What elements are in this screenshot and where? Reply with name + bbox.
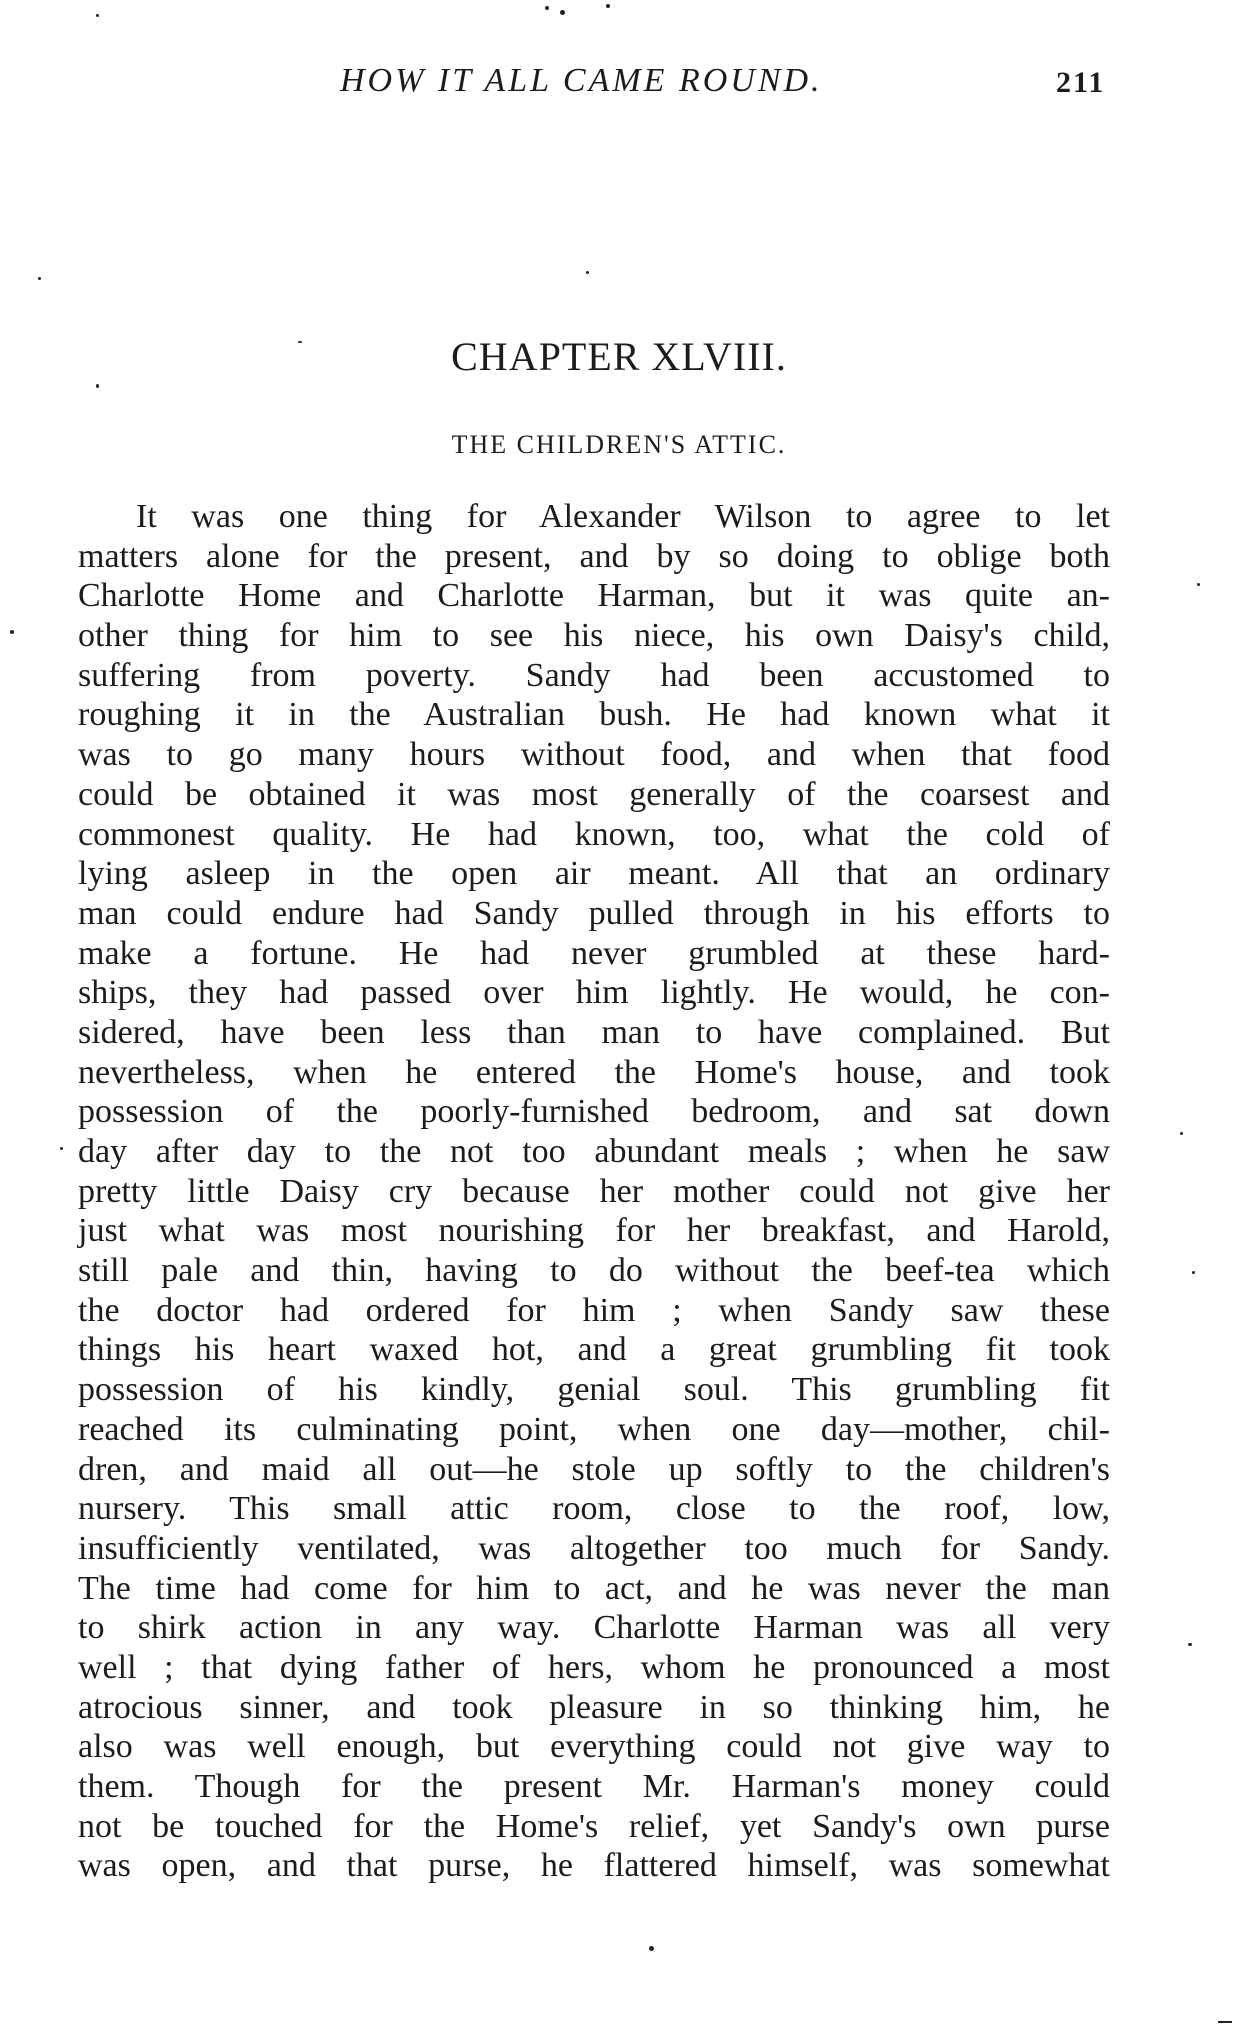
- text-line: Charlotte Home and Charlotte Harman, but it was quite an-: [78, 577, 1110, 615]
- chapter-title: CHAPTER XLVIII.: [451, 334, 787, 379]
- text-line: the doctor had ordered for him ; when Sandy saw these: [78, 1291, 1110, 1329]
- text-line: pretty little Daisy cry because her mother could not give her: [78, 1172, 1110, 1210]
- scan-speck: [560, 10, 565, 15]
- running-title: HOW IT ALL CAME ROUND.: [340, 62, 823, 99]
- text-line: to shirk action in any way. Charlotte Harman was all very: [78, 1609, 1110, 1647]
- scan-speck: [1218, 2021, 1232, 2023]
- text-line: roughing it in the Australian bush. He had known what it: [78, 696, 1110, 734]
- scan-speck: [606, 4, 610, 8]
- text-line: reached its culminating point, when one day—mother, chil-: [78, 1410, 1110, 1448]
- scan-speck: [649, 1946, 654, 1951]
- scan-speck: [10, 630, 14, 634]
- text-line: was open, and that purse, he flattered himself, was somewhat: [78, 1847, 1110, 1885]
- scan-speck: [1188, 1643, 1192, 1646]
- text-line: sidered, have been less than man to have complained. But: [78, 1013, 1110, 1051]
- scan-speck: [298, 341, 302, 343]
- scan-speck: [1192, 1271, 1195, 1274]
- text-line: things his heart waxed hot, and a great grumbling fit took: [78, 1331, 1110, 1369]
- text-line: not be touched for the Home's relief, yet Sandy's own purse: [78, 1807, 1110, 1845]
- text-line: suffering from poverty. Sandy had been accustomed to: [78, 656, 1110, 694]
- text-line: could be obtained it was most generally of the coarsest and: [78, 775, 1110, 813]
- text-line: nursery. This small attic room, close to the roof, low,: [78, 1490, 1110, 1528]
- scan-speck: [38, 277, 41, 280]
- text-line: other thing for him to see his niece, his own Daisy's child,: [78, 617, 1110, 655]
- scan-speck: [545, 6, 549, 10]
- scan-speck: [586, 271, 589, 274]
- text-line: them. Though for the present Mr. Harman's money could: [78, 1768, 1110, 1805]
- body-text: [78, 497, 1110, 1886]
- text-line: atrocious sinner, and took pleasure in so thinking him, he: [78, 1688, 1110, 1726]
- scan-speck: [60, 1147, 63, 1150]
- text-line: make a fortune. He had never grumbled at these hard-: [78, 934, 1110, 972]
- text-line: man could endure had Sandy pulled through in his efforts to: [78, 894, 1110, 932]
- running-head: [0, 62, 1238, 112]
- text-line: dren, and maid all out—he stole up softly to the children's: [78, 1450, 1110, 1488]
- page-number: 211: [1056, 66, 1106, 99]
- scan-speck: [1180, 1132, 1183, 1135]
- text-line: The time had come for him to act, and he was never the man: [78, 1569, 1110, 1607]
- text-line: nevertheless, when he entered the Home's house, and took: [78, 1053, 1110, 1091]
- text-line: possession of his kindly, genial soul. This grumbling fit: [78, 1371, 1110, 1409]
- text-line: It was one thing for Alexander Wilson to agree to let: [136, 498, 1110, 535]
- text-line: lying asleep in the open air meant. All that an ordinary: [78, 855, 1110, 893]
- text-line: also was well enough, but everything could not give way to: [78, 1728, 1110, 1766]
- text-line: just what was most nourishing for her breakfast, and Harold,: [78, 1212, 1110, 1250]
- text-line: commonest quality. He had known, too, what the cold of: [78, 815, 1110, 853]
- chapter-subtitle: THE CHILDREN'S ATTIC.: [451, 430, 787, 459]
- text-line: matters alone for the present, and by so doing to oblige both: [78, 537, 1110, 575]
- text-line: insufficiently ventilated, was altogether too much for Sandy.: [78, 1529, 1110, 1567]
- text-line: possession of the poorly-furnished bedroom, and sat down: [78, 1093, 1110, 1131]
- scan-speck: [96, 384, 99, 388]
- scan-speck: [1197, 583, 1200, 586]
- text-line: well ; that dying father of hers, whom he pronounced a most: [78, 1648, 1110, 1686]
- text-line: ships, they had passed over him lightly. He would, he con-: [78, 974, 1110, 1012]
- scan-speck: [96, 14, 99, 17]
- text-line: was to go many hours without food, and when that food: [78, 736, 1110, 774]
- text-line: still pale and thin, having to do without the beef-tea which: [78, 1252, 1110, 1290]
- text-line: day after day to the not too abundant meals ; when he saw: [78, 1133, 1110, 1170]
